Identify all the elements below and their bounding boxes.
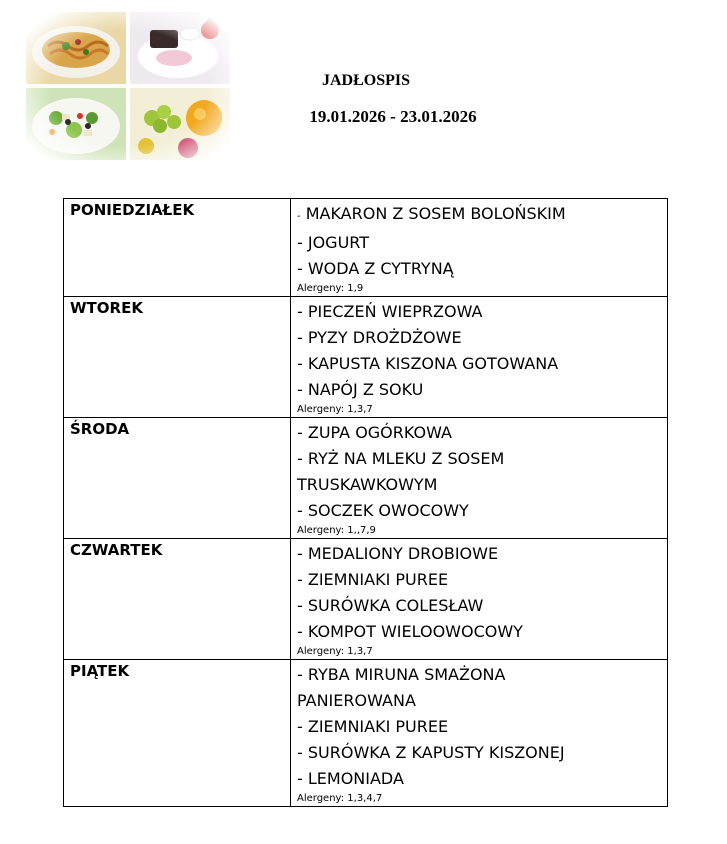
day-cell: ŚRODA <box>64 418 291 539</box>
dish-item: - MEDALIONY DROBIOWE <box>297 544 499 563</box>
dishes-cell <box>291 660 668 807</box>
dish-item: - LEMONIADA <box>297 769 404 788</box>
dish-item: - NAPÓJ Z SOKU <box>297 380 424 399</box>
allergens-note: Alergeny: 1,3,7 <box>297 646 373 657</box>
allergens-note: Alergeny: 1,3,4,7 <box>297 793 383 804</box>
salad-image <box>26 88 126 160</box>
allergens-note: Alergeny: 1,3,7 <box>297 404 373 415</box>
dishes-cell <box>291 199 668 297</box>
dish-text: MAKARON Z SOSEM BOLOŃSKIM <box>305 204 566 223</box>
table-row <box>64 539 668 660</box>
dish-item: - PIECZEŃ WIEPRZOWA <box>297 302 483 321</box>
day-cell: PONIEDZIAŁEK <box>64 199 291 297</box>
table-row <box>64 297 668 418</box>
dishes-cell <box>291 539 668 660</box>
allergens-note: Alergeny: 1,9 <box>297 283 364 294</box>
menu-table <box>63 198 668 807</box>
table-row <box>64 199 668 297</box>
table-row <box>64 660 668 807</box>
day-cell: CZWARTEK <box>64 539 291 660</box>
dessert-plate-image <box>130 12 230 84</box>
dish-item <box>297 201 661 230</box>
dish-item: - WODA Z CYTRYNĄ <box>297 259 454 278</box>
page-title: JADŁOSPIS <box>321 72 411 89</box>
dish-item: - RYBA MIRUNA SMAŻONA PANIEROWANA <box>297 665 506 710</box>
day-cell: PIĄTEK <box>64 660 291 807</box>
pasta-dish-image <box>26 12 126 84</box>
day-cell: WTOREK <box>64 297 291 418</box>
food-collage-image <box>26 12 232 164</box>
fruits-image <box>130 88 230 160</box>
dishes-cell <box>291 418 668 539</box>
dish-item: - SURÓWKA COLESŁAW <box>297 596 484 615</box>
date-range: 19.01.2026 - 23.01.2026 <box>309 107 477 126</box>
dish-item: - RYŻ NA MLEKU Z SOSEM TRUSKAWKOWYM <box>297 449 505 494</box>
dish-dash: - <box>297 211 301 222</box>
dish-item: - ZIEMNIAKI PUREE <box>297 717 449 736</box>
dish-item: - KAPUSTA KISZONA GOTOWANA <box>297 354 559 373</box>
allergens-note: Alergeny: 1,,7,9 <box>297 525 376 536</box>
dish-item: - KOMPOT WIELOOWOCOWY <box>297 622 523 641</box>
dish-item: - SURÓWKA Z KAPUSTY KISZONEJ <box>297 743 565 762</box>
dishes-cell <box>291 297 668 418</box>
table-row <box>64 418 668 539</box>
dish-item: - JOGURT <box>297 233 370 252</box>
dish-item: - ZUPA OGÓRKOWA <box>297 423 452 442</box>
dish-item: - SOCZEK OWOCOWY <box>297 501 469 520</box>
dish-item: - PYZY DROŻDŻOWE <box>297 328 462 347</box>
dish-item: - ZIEMNIAKI PUREE <box>297 570 449 589</box>
